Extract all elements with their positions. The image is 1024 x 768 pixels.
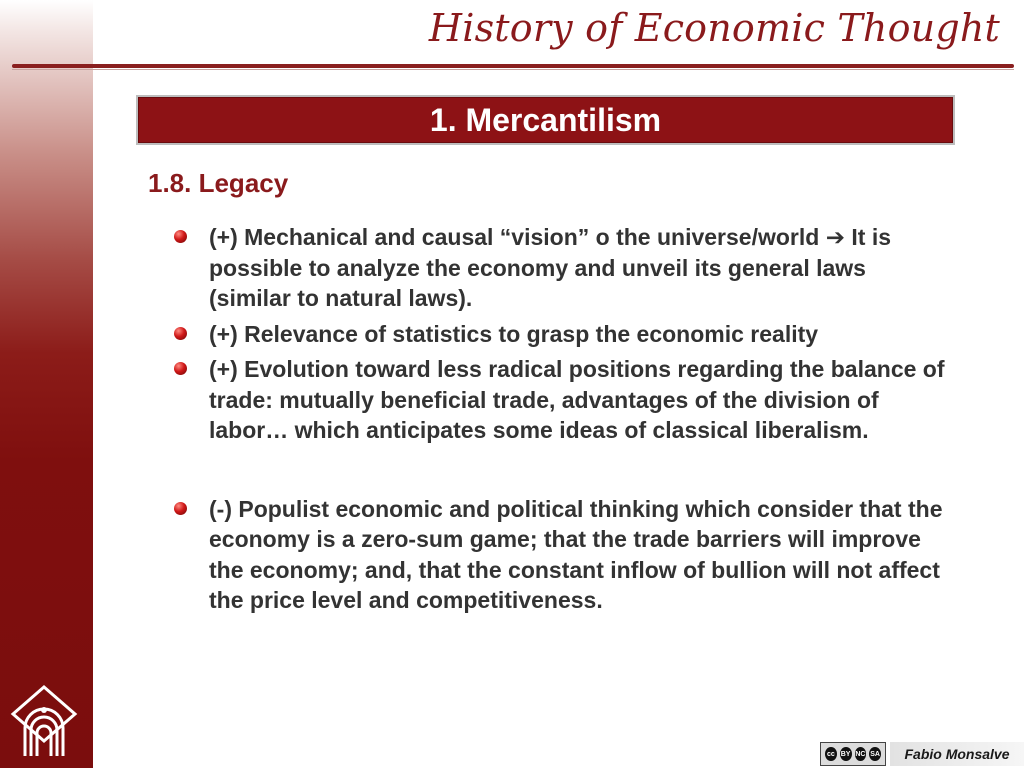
bullet-item	[172, 354, 952, 446]
bullet-item	[172, 494, 952, 616]
presentation-title: History of Economic Thought	[428, 6, 1000, 50]
right-arrow-icon: ➔	[825, 224, 845, 250]
bullet-item	[172, 222, 952, 314]
section-title: 1. Mercantilism	[429, 101, 662, 138]
bullet-list	[172, 222, 952, 621]
bullet-icon	[174, 327, 187, 340]
bullet-text: (+) Relevance of statistics to grasp the economic reality	[209, 320, 819, 347]
header-divider	[12, 64, 1014, 68]
bullet-icon	[174, 362, 187, 375]
bullet-text: (-) Populist economic and political thinking which consider that the economy is a zero-sum game; that the trade barriers will improve the economy; and, that the constant inflow of bullion will not affect the price level and competitiveness.	[209, 495, 943, 613]
sa-icon: SA	[869, 747, 881, 761]
author-name: Fabio Monsalve	[890, 742, 1024, 766]
bullet-text: (+) Evolution toward less radical positions regarding the balance of trade: mutually beneficial trade, advantages of the division of labor… which anticipates some ideas of classical liberalism.	[209, 356, 945, 443]
nc-icon: NC	[855, 747, 867, 761]
slide-subtitle: 1.8. Legacy	[148, 168, 289, 198]
section-title-bar	[136, 95, 955, 145]
bullet-item	[172, 319, 952, 350]
cc-icon: cc	[825, 747, 837, 761]
bullet-icon	[174, 502, 187, 515]
by-icon: BY	[840, 747, 852, 761]
bullet-text: (+) Mechanical and causal “vision” o the universe/world	[209, 224, 826, 250]
left-decorative-band	[0, 0, 93, 768]
bullet-text-continued: It is possible to analyze the economy and unveil its general laws (similar to natural laws).	[209, 224, 891, 311]
university-logo-icon	[9, 684, 79, 760]
header-divider-thin	[12, 69, 1014, 70]
bullet-icon	[174, 230, 187, 243]
creative-commons-badge	[820, 742, 886, 766]
